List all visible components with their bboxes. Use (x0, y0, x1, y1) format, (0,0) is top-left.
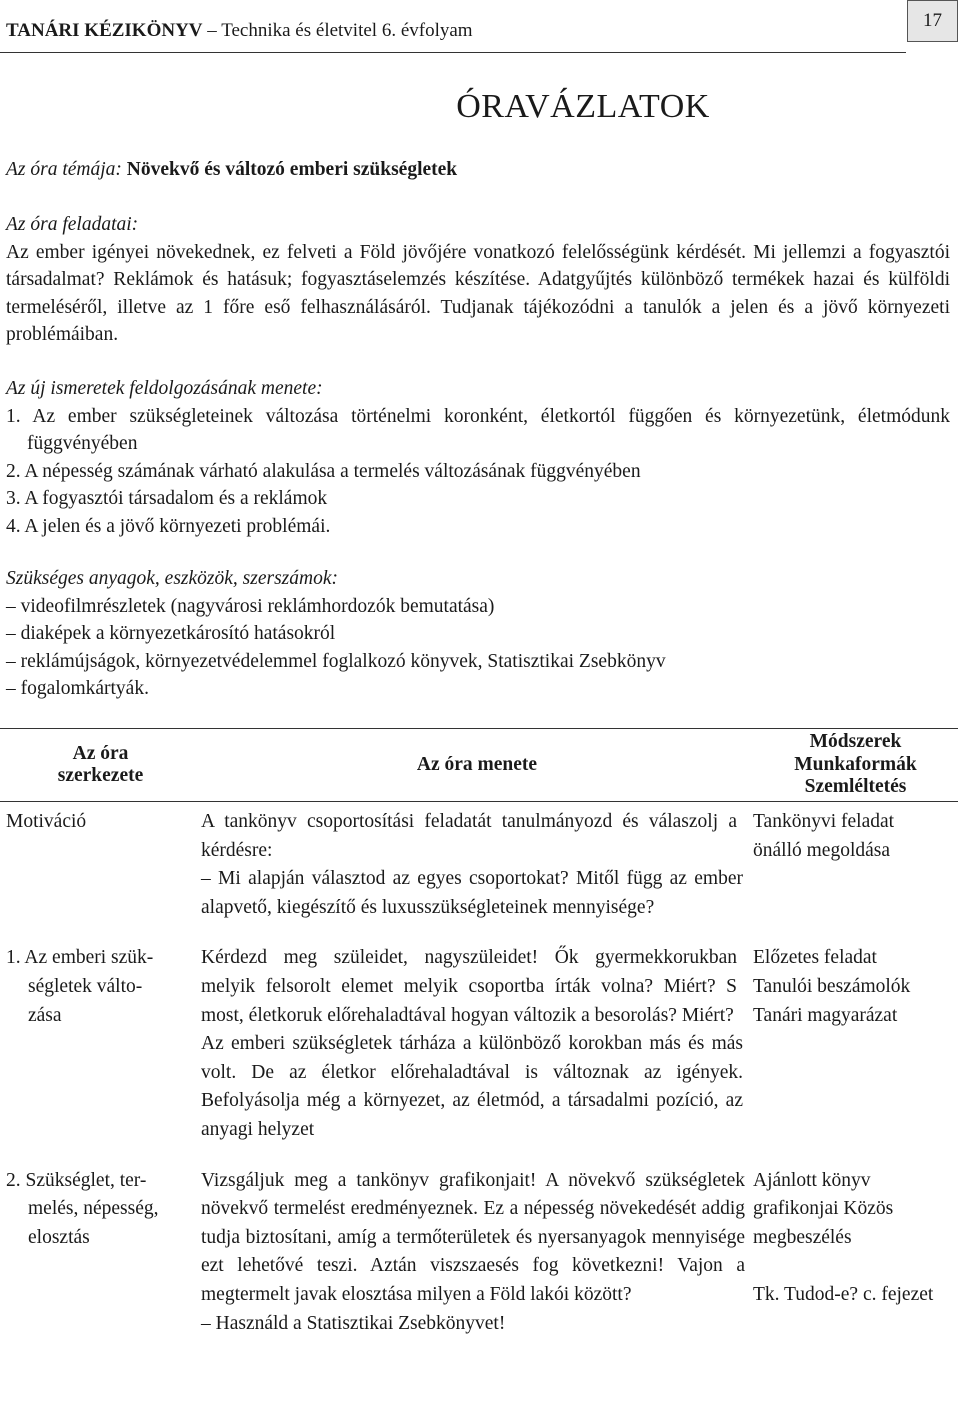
process-item-2: 2. A népesség számának várható alakulása a termelés változásának függvényében (6, 460, 641, 482)
page-title: ÓRAVÁZLATOK (456, 88, 710, 125)
process-item-1: 1. Az ember szükségleteinek változása történelmi koronként, életkortól függően és környezetünk, életmódunk függvényében (6, 405, 950, 454)
book-title: TANÁRI KÉZIKÖNYV (6, 20, 203, 41)
tasks-text: Az ember igényei növekednek, ez felveti a Föld jövőjére vonatkozó felelősségünk kérdését. Mi jellemzi a fogyasztói társadalmat? Reklámok és hatásuk; fogyasztáselemzés készítése. Adatgyűjtés különböző termékek hazai és külföldi termeléséről, illetve az 1 főre eső felhasználásáról. Tudjanak tájékozódni a tanulók a jelen és a jövő környezeti problémáiban. (6, 241, 950, 345)
header-structure: Az óra szerkezete (0, 729, 201, 802)
book-subject: Technika és életvitel 6. évfolyam (221, 20, 473, 41)
topic-label: Az óra témája: (6, 159, 122, 180)
materials-item-1: – videofilmrészletek (nagyvárosi reklámhordozók bemutatása) (6, 595, 495, 617)
row-structure: Motiváció (6, 811, 87, 832)
page-number: 17 (907, 0, 958, 42)
tasks-section (6, 211, 950, 349)
row-methods: Tankönyvi feladat önálló megoldása (753, 811, 895, 861)
running-header (6, 20, 473, 42)
table-row (0, 808, 958, 922)
tasks-label: Az óra feladatai: (6, 214, 139, 235)
row-methods: Ajánlott könyv grafikonjai Közös megbeszélés Tk. Tudod-e? c. fejezet (753, 1169, 934, 1306)
process-item-4: 4. A jelen és a jövő környezeti problémái. (6, 515, 331, 537)
header-rule (0, 52, 906, 53)
materials-section (6, 565, 666, 703)
header-methods: Módszerek Munkaformák Szemléltetés (753, 729, 958, 802)
row-structure: 2. Szükséglet, ter- melés, népesség, elosztás (6, 1169, 159, 1248)
row-content: A tankönyv csoportosítási feladatát tanulmányozd és válaszolj a kérdésre: – Mi alapján választod az egyes csoportokat? Mitől függ az ember alapvető, kiegészítő és luxusszükségleteinek mennyisége? (201, 811, 743, 918)
row-content: Kérdezd meg szüleidet, nagyszüleidet! Ők gyermekkorukban melyik felsorolt elemet melyik csoportba írták volna? Miért? S most, életkoruk előrehaladtával hogyan változik a besorolás? Miért? Az emberi szükségletek tárháza a különböző korokban más és más volt. De az életkor előrehaladtával is változnak az igények. Befolyásolja még a környezet, az életmód, a társadalmi pozíció, az anyagi helyzet (201, 947, 743, 1140)
row-content: Vizsgáljuk meg a tankönyv grafikonjait! A növekvő szükségletek növekvő termelést eredményeznek. Ez a népesség növekedését addig tudja biztosítani, amíg a termőterületek és nyersanyagok mennyisége ezt lehetővé teszi. Aztán viszszaesés fog következni! Vajon a megtermelt javak elosztása milyen a Föld lakói között? – Használd a Statisztikai Zsebkönyvet! (201, 1169, 745, 1334)
materials-item-2: – diaképek a környezetkárosító hatásokról (6, 623, 336, 644)
materials-label: Szükséges anyagok, eszközök, szerszámok: (6, 568, 338, 589)
materials-item-4: – fogalomkártyák. (6, 678, 149, 699)
process-section (6, 375, 950, 540)
table-header-row (0, 729, 958, 802)
topic-section (6, 156, 457, 184)
row-methods: Előzetes feladat Tanulói beszámolók Tanári magyarázat (753, 947, 911, 1026)
row-structure: 1. Az emberi szük- ségletek válto- zása (6, 947, 154, 1026)
table-row (0, 1167, 958, 1339)
table-row (0, 944, 958, 1144)
lesson-plan-table (0, 728, 958, 1338)
process-label: Az új ismeretek feldolgozásának menete: (6, 378, 323, 399)
header-separator: – (202, 20, 222, 41)
process-item-3: 3. A fogyasztói társadalom és a reklámok (6, 488, 328, 509)
materials-item-3: – reklámújságok, környezetvédelemmel foglalkozó könyvek, Statisztikai Zsebkönyv (6, 650, 666, 672)
header-process: Az óra menete (201, 729, 753, 802)
topic-value: Növekvő és változó emberi szükségletek (126, 159, 458, 180)
